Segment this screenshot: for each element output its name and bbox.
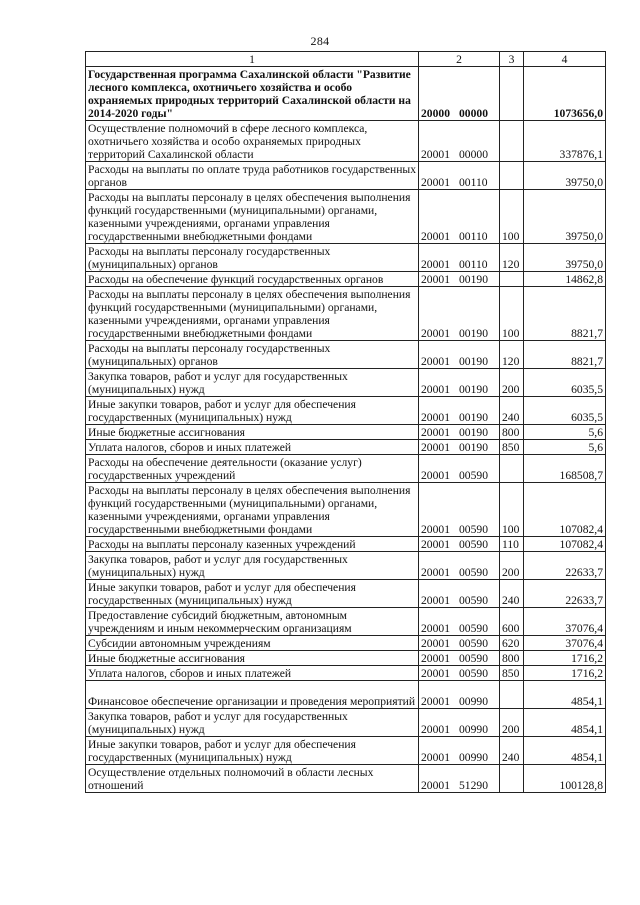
row-description: Закупка товаров, работ и услуг для государственных (муниципальных) нужд (86, 709, 419, 737)
direction-code: 00110 (459, 230, 488, 243)
row-amount: 1716,2 (524, 651, 606, 666)
direction-code: 00000 (459, 148, 488, 161)
table-header-row (86, 52, 606, 67)
row-amount: 37076,4 (524, 608, 606, 636)
row-description: Осуществление полномочий в сфере лесного комплекса, охотничьего хозяйства и особо охраняемых природных территорий Сахалинской области (86, 121, 419, 162)
row-description: Расходы на обеспечение функций государственных органов (86, 272, 419, 287)
column-header: 1 (86, 52, 419, 67)
program-code: 20001 (421, 566, 450, 579)
row-expense-type: 120 (500, 341, 524, 369)
row-expense-type: 100 (500, 483, 524, 537)
row-amount: 107082,4 (524, 483, 606, 537)
program-code: 20001 (421, 523, 450, 536)
direction-code: 00590 (459, 523, 488, 536)
row-target-code (419, 425, 500, 440)
budget-table (85, 51, 606, 793)
table-row (86, 580, 606, 608)
table-row (86, 737, 606, 765)
program-code: 20001 (421, 538, 450, 551)
row-target-code (419, 121, 500, 162)
row-target-code (419, 455, 500, 483)
row-target-code (419, 341, 500, 369)
row-amount: 4854,1 (524, 737, 606, 765)
program-code: 20001 (421, 411, 450, 424)
direction-code: 00590 (459, 538, 488, 551)
direction-code: 00190 (459, 426, 488, 439)
row-target-code (419, 272, 500, 287)
program-code: 20001 (421, 779, 450, 792)
direction-code: 00190 (459, 411, 488, 424)
table-row (86, 651, 606, 666)
program-code: 20001 (421, 327, 450, 340)
row-expense-type (500, 67, 524, 121)
row-target-code (419, 737, 500, 765)
row-description: Расходы на выплаты персоналу казенных учреждений (86, 537, 419, 552)
direction-code: 00110 (459, 176, 488, 189)
row-description: Расходы на выплаты персоналу в целях обеспечения выполнения функций государственными (муниципальными) органами, казенными учреждениями, органами управления государственными внебюджетными фондами (86, 483, 419, 537)
row-expense-type (500, 272, 524, 287)
program-code: 20001 (421, 652, 450, 665)
table-row (86, 287, 606, 341)
program-code: 20001 (421, 594, 450, 607)
row-expense-type (500, 121, 524, 162)
program-code: 20001 (421, 148, 450, 161)
direction-code: 00590 (459, 594, 488, 607)
row-expense-type (500, 162, 524, 190)
row-expense-type: 800 (500, 425, 524, 440)
row-expense-type: 100 (500, 190, 524, 244)
row-description: Закупка товаров, работ и услуг для государственных (муниципальных) нужд (86, 552, 419, 580)
program-code: 20001 (421, 622, 450, 635)
row-amount: 39750,0 (524, 244, 606, 272)
row-target-code (419, 190, 500, 244)
row-description: Расходы на выплаты персоналу государственных (муниципальных) органов (86, 244, 419, 272)
direction-code: 00990 (459, 723, 488, 736)
column-header: 2 (419, 52, 500, 67)
row-target-code (419, 537, 500, 552)
row-expense-type: 120 (500, 244, 524, 272)
row-target-code (419, 440, 500, 455)
table-row (86, 765, 606, 793)
direction-code: 00190 (459, 383, 488, 396)
row-amount: 39750,0 (524, 162, 606, 190)
row-target-code (419, 651, 500, 666)
table-row (86, 425, 606, 440)
row-target-code (419, 552, 500, 580)
row-expense-type (500, 681, 524, 709)
direction-code: 00590 (459, 652, 488, 665)
row-amount: 1716,2 (524, 666, 606, 681)
program-code: 20001 (421, 176, 450, 189)
row-amount: 8821,7 (524, 341, 606, 369)
row-amount: 4854,1 (524, 709, 606, 737)
table-row (86, 67, 606, 121)
row-expense-type: 240 (500, 580, 524, 608)
row-expense-type: 200 (500, 709, 524, 737)
program-code: 20001 (421, 441, 450, 454)
table-row (86, 341, 606, 369)
table-row (86, 636, 606, 651)
direction-code: 00590 (459, 637, 488, 650)
row-target-code (419, 636, 500, 651)
row-description: Осуществление отдельных полномочий в области лесных отношений (86, 765, 419, 793)
row-expense-type (500, 765, 524, 793)
row-amount: 107082,4 (524, 537, 606, 552)
row-description: Иные закупки товаров, работ и услуг для обеспечения государственных (муниципальных) нужд (86, 580, 419, 608)
row-target-code (419, 483, 500, 537)
row-amount: 8821,7 (524, 287, 606, 341)
direction-code: 00190 (459, 327, 488, 340)
row-description: Расходы на обеспечение деятельности (оказание услуг) государственных учреждений (86, 455, 419, 483)
program-code: 20000 (421, 107, 450, 120)
row-amount: 5,6 (524, 425, 606, 440)
program-code: 20001 (421, 695, 450, 708)
row-amount: 6035,5 (524, 397, 606, 425)
row-target-code (419, 244, 500, 272)
row-amount: 6035,5 (524, 369, 606, 397)
direction-code: 00190 (459, 441, 488, 454)
table-row (86, 455, 606, 483)
direction-code: 00110 (459, 258, 488, 271)
row-expense-type: 200 (500, 369, 524, 397)
row-description: Финансовое обеспечение организации и проведения мероприятий (86, 681, 419, 709)
row-description: Расходы на выплаты персоналу в целях обеспечения выполнения функций государственными (муниципальными) органами, казенными учреждениями, органами управления государственными внебюджетными фондами (86, 190, 419, 244)
table-row (86, 666, 606, 681)
table-row (86, 537, 606, 552)
row-target-code (419, 765, 500, 793)
row-description: Предоставление субсидий бюджетным, автономным учреждениям и иным некоммерческим организациям (86, 608, 419, 636)
row-amount: 22633,7 (524, 552, 606, 580)
direction-code: 00190 (459, 355, 488, 368)
row-expense-type: 240 (500, 397, 524, 425)
row-description: Иные закупки товаров, работ и услуг для обеспечения государственных (муниципальных) нужд (86, 397, 419, 425)
row-expense-type: 110 (500, 537, 524, 552)
row-amount: 22633,7 (524, 580, 606, 608)
program-code: 20001 (421, 667, 450, 680)
row-expense-type: 850 (500, 440, 524, 455)
table-row (86, 483, 606, 537)
direction-code: 00590 (459, 622, 488, 635)
program-code: 20001 (421, 426, 450, 439)
row-description: Расходы на выплаты персоналу государственных (муниципальных) органов (86, 341, 419, 369)
row-amount: 168508,7 (524, 455, 606, 483)
direction-code: 00000 (459, 107, 488, 120)
row-amount: 1073656,0 (524, 67, 606, 121)
row-expense-type: 800 (500, 651, 524, 666)
column-header: 4 (524, 52, 606, 67)
direction-code: 00990 (459, 695, 488, 708)
program-code: 20001 (421, 469, 450, 482)
program-code: 20001 (421, 637, 450, 650)
row-amount: 337876,1 (524, 121, 606, 162)
column-header: 3 (500, 52, 524, 67)
row-expense-type: 600 (500, 608, 524, 636)
row-target-code (419, 397, 500, 425)
row-expense-type: 850 (500, 666, 524, 681)
program-code: 20001 (421, 723, 450, 736)
page-number: 284 (310, 34, 330, 48)
row-amount: 39750,0 (524, 190, 606, 244)
direction-code: 00590 (459, 566, 488, 579)
row-target-code (419, 580, 500, 608)
row-expense-type (500, 455, 524, 483)
row-target-code (419, 608, 500, 636)
row-target-code (419, 162, 500, 190)
row-description: Государственная программа Сахалинской области "Развитие лесного комплекса, охотничьего хозяйства и особо охраняемых природных территорий Сахалинской области на 2014-2020 годы" (86, 67, 419, 121)
row-target-code (419, 369, 500, 397)
table-row (86, 440, 606, 455)
row-description: Уплата налогов, сборов и иных платежей (86, 666, 419, 681)
program-code: 20001 (421, 355, 450, 368)
row-expense-type: 100 (500, 287, 524, 341)
row-target-code (419, 681, 500, 709)
table-row (86, 190, 606, 244)
table-row (86, 244, 606, 272)
table-row (86, 709, 606, 737)
row-amount: 14862,8 (524, 272, 606, 287)
row-description: Субсидии автономным учреждениям (86, 636, 419, 651)
row-expense-type: 240 (500, 737, 524, 765)
table-row (86, 681, 606, 709)
row-description: Закупка товаров, работ и услуг для государственных (муниципальных) нужд (86, 369, 419, 397)
direction-code: 00190 (459, 273, 488, 286)
program-code: 20001 (421, 383, 450, 396)
row-description: Расходы на выплаты персоналу в целях обеспечения выполнения функций государственными (муниципальными) органами, казенными учреждениями, органами управления государственными внебюджетными фондами (86, 287, 419, 341)
table-row (86, 369, 606, 397)
row-description: Иные закупки товаров, работ и услуг для обеспечения государственных (муниципальных) нужд (86, 737, 419, 765)
row-amount: 100128,8 (524, 765, 606, 793)
row-expense-type: 620 (500, 636, 524, 651)
row-amount: 5,6 (524, 440, 606, 455)
table-row (86, 397, 606, 425)
table-row (86, 552, 606, 580)
row-target-code (419, 709, 500, 737)
row-amount: 37076,4 (524, 636, 606, 651)
direction-code: 00590 (459, 469, 488, 482)
row-description: Иные бюджетные ассигнования (86, 651, 419, 666)
program-code: 20001 (421, 751, 450, 764)
program-code: 20001 (421, 230, 450, 243)
program-code: 20001 (421, 258, 450, 271)
table-row (86, 272, 606, 287)
row-target-code (419, 287, 500, 341)
direction-code: 00990 (459, 751, 488, 764)
row-target-code (419, 67, 500, 121)
direction-code: 00590 (459, 667, 488, 680)
table-row (86, 162, 606, 190)
row-description: Уплата налогов, сборов и иных платежей (86, 440, 419, 455)
direction-code: 51290 (459, 779, 488, 792)
program-code: 20001 (421, 273, 450, 286)
row-description: Иные бюджетные ассигнования (86, 425, 419, 440)
table-body (86, 67, 606, 793)
row-expense-type: 200 (500, 552, 524, 580)
table-row (86, 121, 606, 162)
row-description: Расходы на выплаты по оплате труда работников государственных органов (86, 162, 419, 190)
row-amount: 4854,1 (524, 681, 606, 709)
row-target-code (419, 666, 500, 681)
table-row (86, 608, 606, 636)
